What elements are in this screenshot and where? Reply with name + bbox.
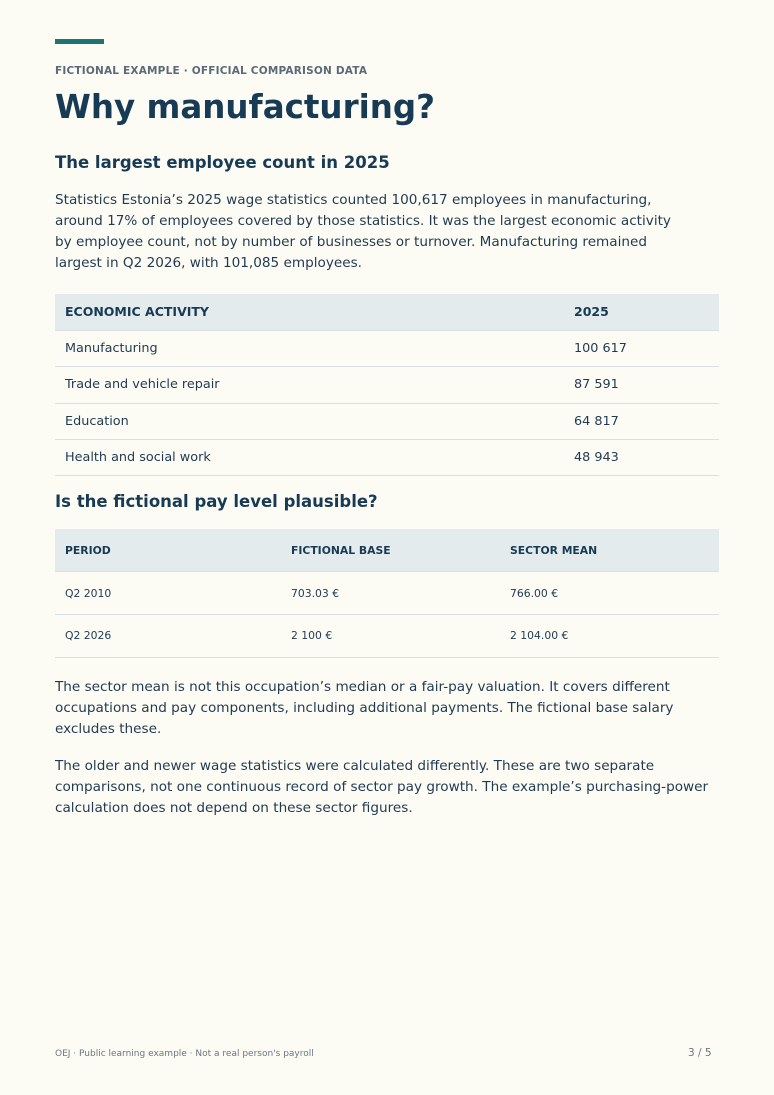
paragraph-line: largest in Q2 2026, with 101,085 employees. xyxy=(55,255,363,271)
fictional-base-cell: 2 100 € xyxy=(281,615,500,658)
activity-cell: Trade and vehicle repair xyxy=(55,367,564,403)
methodology-note xyxy=(55,756,725,819)
paragraph-line: comparisons, not one continuous record of sector pay growth. The example’s purchasing-power xyxy=(55,779,709,795)
paragraph-line: Statistics Estonia’s 2025 wage statistics counted 100,617 employees in manufacturing, xyxy=(55,192,652,208)
section-heading-employee-count: The largest employee count in 2025 xyxy=(55,153,390,172)
count-cell: 64 817 xyxy=(564,403,719,439)
count-cell: 100 617 xyxy=(564,330,719,366)
table-row xyxy=(55,403,719,439)
activity-cell: Education xyxy=(55,403,564,439)
count-cell: 48 943 xyxy=(564,440,719,476)
activity-cell: Manufacturing xyxy=(55,330,564,366)
pay-comparison-table xyxy=(55,529,719,658)
period-cell: Q2 2010 xyxy=(55,572,281,615)
table-row xyxy=(55,330,719,366)
column-header-activity: ECONOMIC ACTIVITY xyxy=(55,294,564,330)
paragraph-line: occupations and pay components, including additional payments. The fictional base salary xyxy=(55,700,674,716)
section1-paragraph xyxy=(55,190,725,274)
economic-activity-table xyxy=(55,294,719,476)
page-title: Why manufacturing? xyxy=(55,88,435,126)
sector-mean-note xyxy=(55,677,725,740)
column-header-2025: 2025 xyxy=(564,294,719,330)
paragraph-line: around 17% of employees covered by those statistics. It was the largest economic activity xyxy=(55,213,671,229)
sector-mean-cell: 2 104.00 € xyxy=(500,615,719,658)
table-row xyxy=(55,367,719,403)
paragraph-line: by employee count, not by number of businesses or turnover. Manufacturing remained xyxy=(55,234,648,250)
table-header-row xyxy=(55,529,719,572)
paragraph-line: The older and newer wage statistics were calculated differently. These are two separate xyxy=(55,758,655,774)
fictional-base-cell: 703.03 € xyxy=(281,572,500,615)
period-cell: Q2 2026 xyxy=(55,615,281,658)
footer-disclaimer: OEJ · Public learning example · Not a real person's payroll xyxy=(55,1049,314,1059)
column-header-sector-mean: SECTOR MEAN xyxy=(500,529,719,572)
eyebrow-label: FICTIONAL EXAMPLE · OFFICIAL COMPARISON DATA xyxy=(55,65,368,77)
sector-mean-cell: 766.00 € xyxy=(500,572,719,615)
paragraph-line: calculation does not depend on these sector figures. xyxy=(55,800,413,816)
paragraph-line: The sector mean is not this occupation’s median or a fair-pay valuation. It covers different xyxy=(55,679,670,695)
page-number: 3 / 5 xyxy=(688,1047,712,1059)
count-cell: 87 591 xyxy=(564,367,719,403)
activity-cell: Health and social work xyxy=(55,440,564,476)
column-header-fictional-base: FICTIONAL BASE xyxy=(281,529,500,572)
table-row xyxy=(55,572,719,615)
section-heading-pay-level: Is the fictional pay level plausible? xyxy=(55,492,378,511)
table-row xyxy=(55,440,719,476)
column-header-period: PERIOD xyxy=(55,529,281,572)
accent-bar xyxy=(55,39,104,44)
table-row xyxy=(55,615,719,658)
table-header-row xyxy=(55,294,719,330)
paragraph-line: excludes these. xyxy=(55,721,162,737)
